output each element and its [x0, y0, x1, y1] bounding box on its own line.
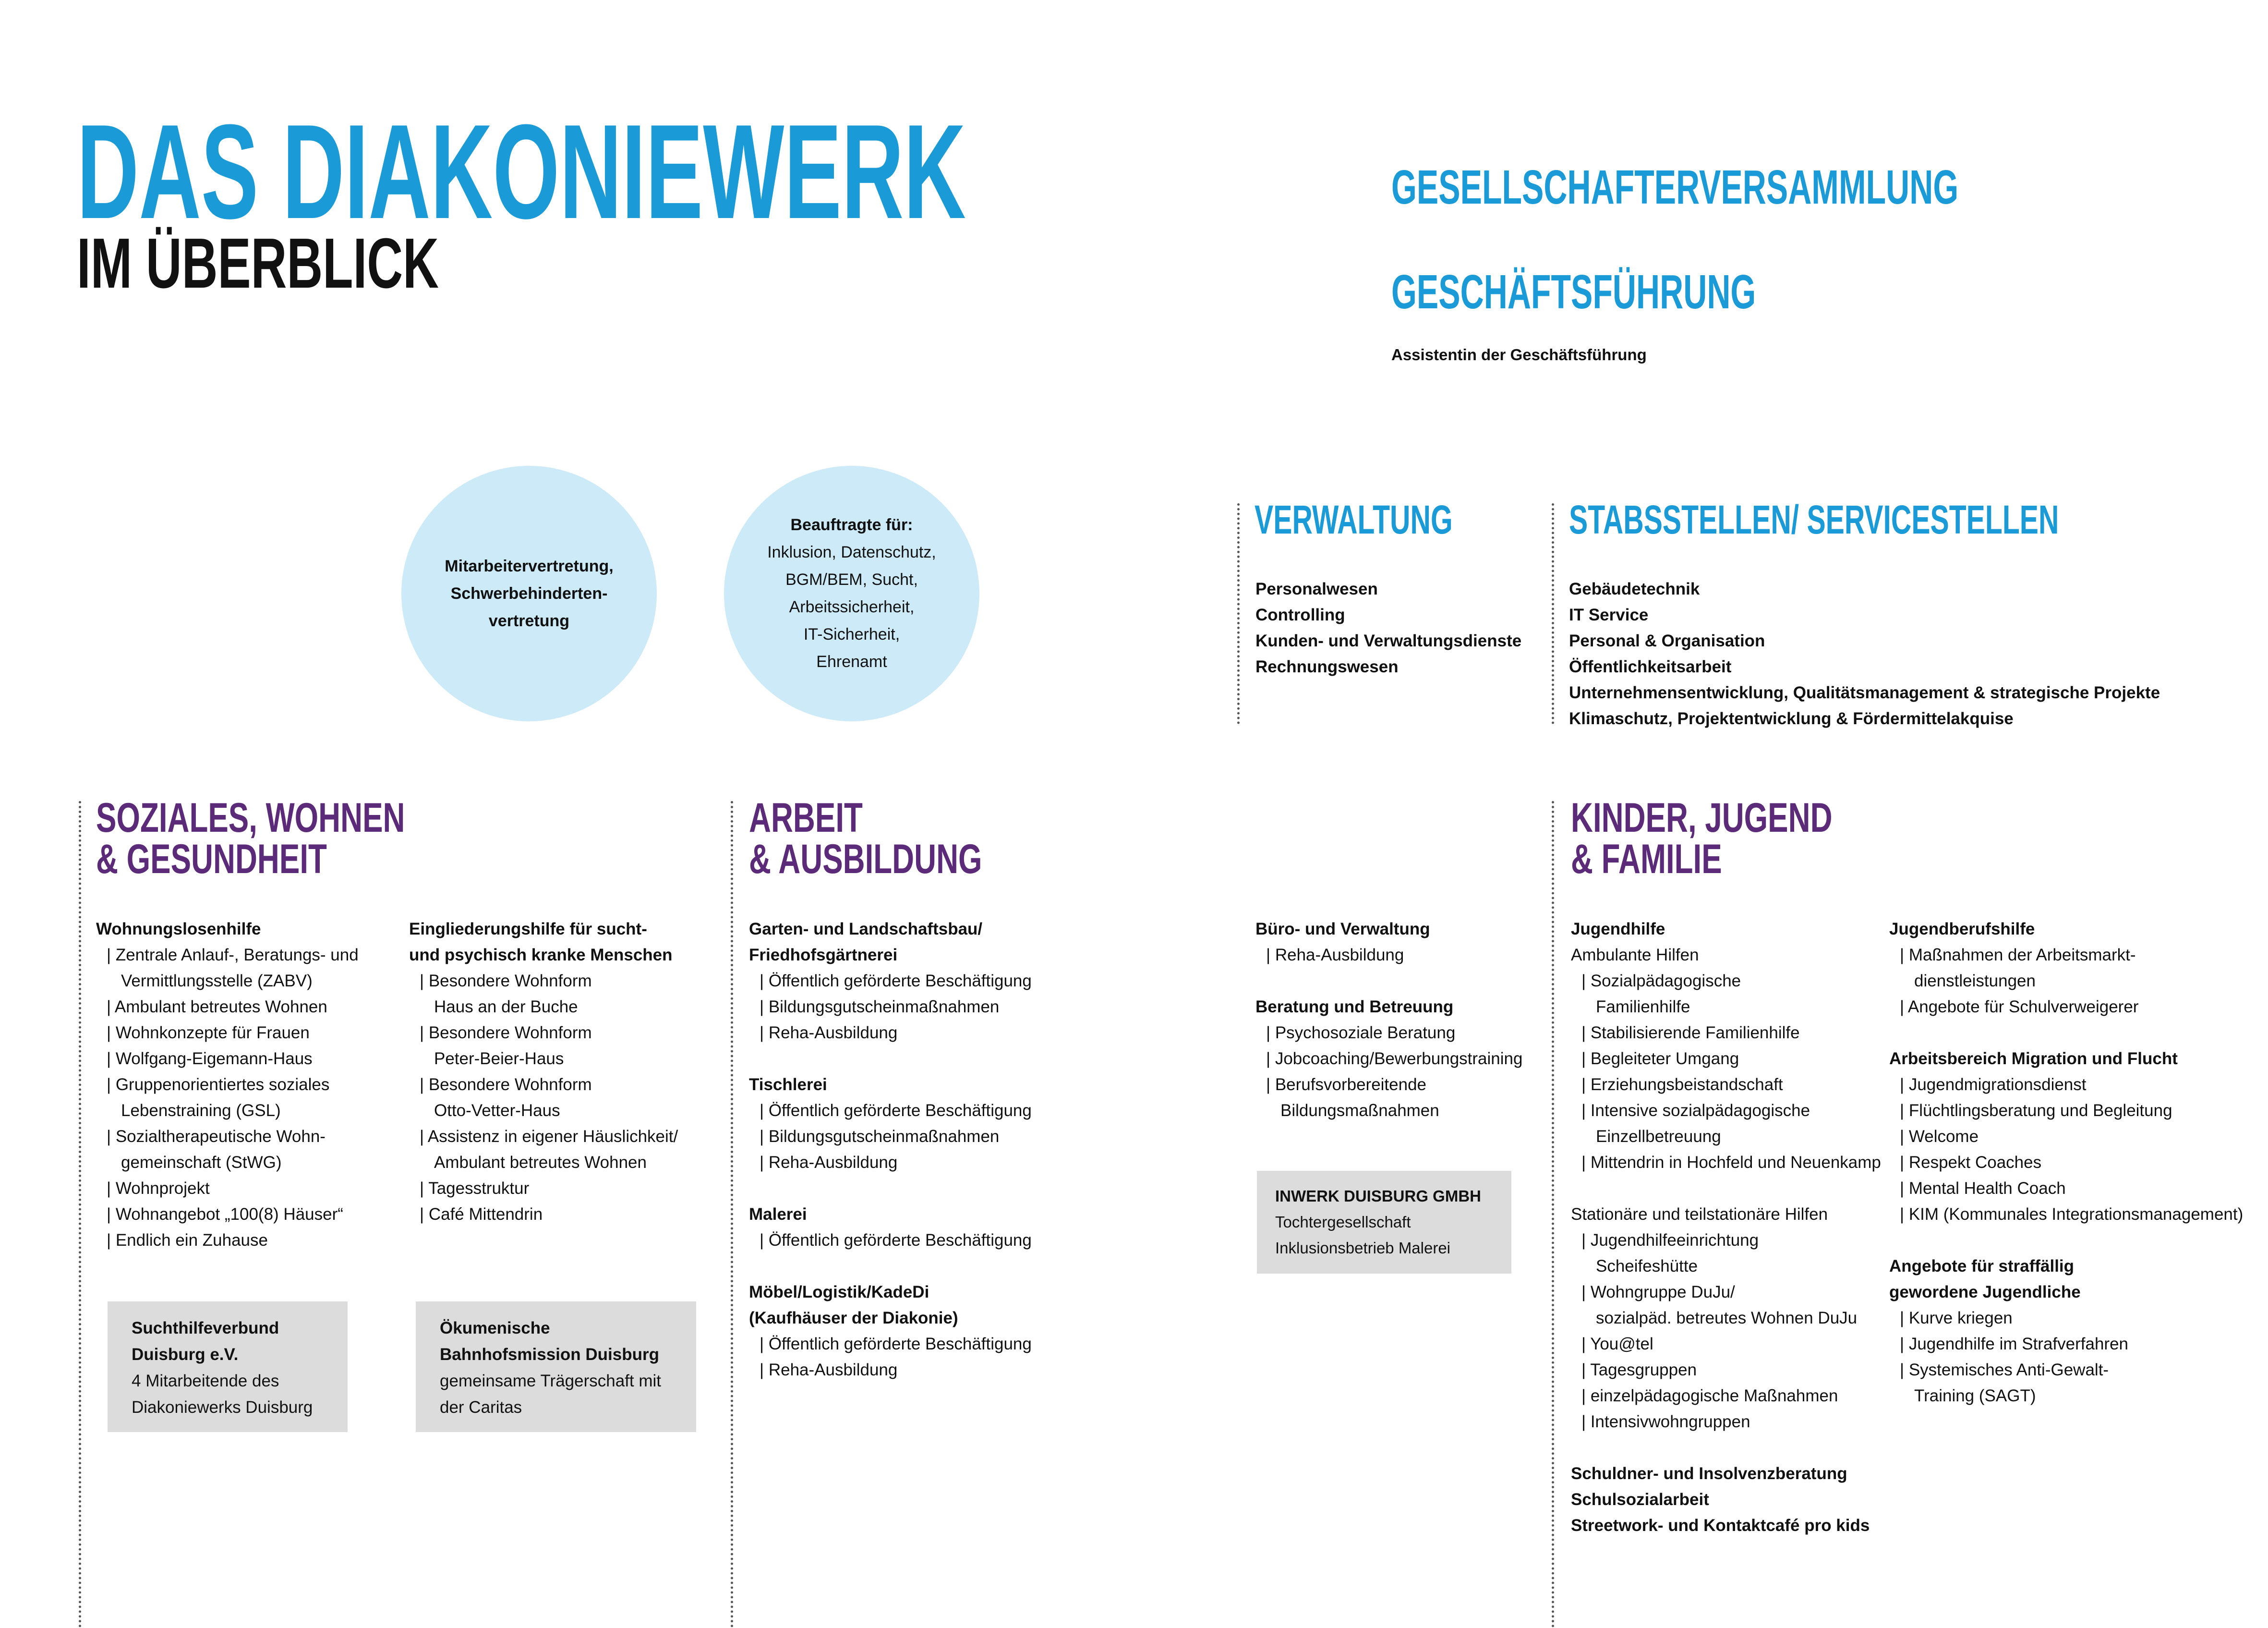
list-item: Personalwesen [1255, 580, 1378, 598]
section-heading: Arbeitsbereich Migration und Flucht [1889, 1049, 2178, 1068]
list-item: | Reha-Ausbildung [749, 1150, 1229, 1176]
list-item: | Wohnangebot „100(8) Häuser“ [96, 1202, 403, 1227]
list-item: | Assistenz in eigener Häuslichkeit/ Ambulant betreutes Wohnen [409, 1124, 707, 1176]
section-heading: Garten- und Landschaftsbau/ Friedhofsgärtnerei [749, 920, 983, 964]
list-item: | Jugendhilfe im Strafverfahren [1889, 1331, 2254, 1357]
kinder-col1 [1571, 916, 1888, 1539]
list-item: | Begleiteter Umgang [1571, 1046, 1888, 1072]
divider-verwaltung [1237, 503, 1240, 724]
box-line: Diakoniewerks Duisburg [132, 1398, 313, 1417]
list-item: | Zentrale Anlauf-, Beratungs- und Vermittlungsstelle (ZABV) [96, 942, 403, 994]
stabsstellen-heading: STABSSTELLEN/ SERVICESTELLEN [1569, 497, 2059, 542]
list-item: | Kurve kriegen [1889, 1305, 2254, 1331]
heading-line: & GESUNDHEIT [96, 836, 327, 882]
kinder-group-extras [1571, 1461, 1888, 1539]
subsection-heading: Ambulante Hilfen [1571, 946, 1699, 964]
list-item: | Tagesgruppen [1571, 1357, 1888, 1383]
section-heading: Schulsozialarbeit [1571, 1490, 1709, 1509]
box-line: Inklusionsbetrieb Malerei [1275, 1239, 1451, 1257]
list-item: | Öffentlich geförderte Beschäftigung [749, 968, 1229, 994]
kinder-group-migration [1889, 1046, 2254, 1227]
list-item: | You@tel [1571, 1331, 1888, 1357]
arbeit-group-tischlerei [749, 1072, 1229, 1176]
circle-line: vertretung [488, 611, 570, 630]
verwaltung-heading: VERWALTUNG [1255, 497, 1453, 542]
list-item: Personal & Organisation [1569, 632, 1765, 650]
section-heading: Tischlerei [749, 1075, 827, 1094]
circle-line: IT-Sicherheit, [803, 625, 900, 644]
list-item: | einzelpädagogische Maßnahmen [1571, 1383, 1888, 1409]
list-item: | Öffentlich geförderte Beschäftigung [749, 1331, 1229, 1357]
page-subtitle: IM ÜBERBLICK [77, 224, 439, 303]
box-title: Duisburg e.V. [132, 1345, 239, 1364]
list-item: | Mental Health Coach [1889, 1176, 2254, 1202]
box-title: INWERK DUISBURG GMBH [1275, 1187, 1481, 1205]
list-item: | Wohngruppe DuJu/ sozialpäd. betreutes Wohnen DuJu [1571, 1279, 1888, 1331]
section-heading: Jugendberufshilfe [1889, 920, 2035, 938]
soziales-heading [96, 797, 558, 880]
list-item: | Sozialpädagogische Familienhilfe [1571, 968, 1888, 1020]
heading-line: KINDER, JUGEND [1571, 795, 1833, 841]
list-item: | Bildungsgutscheinmaßnahmen [749, 994, 1229, 1020]
management-assistant: Assistentin der Geschäftsführung [1391, 346, 1647, 364]
section-heading: Malerei [749, 1205, 807, 1224]
box-title: Suchthilfeverbund [132, 1319, 279, 1337]
circle-line: BGM/BEM, Sucht, [785, 571, 918, 589]
kinder-group-jugendberufshilfe [1889, 916, 2254, 1020]
circle-line: Schwerbehinderten- [450, 584, 608, 603]
list-item: | Besondere Wohnform Haus an der Buche [409, 968, 707, 1020]
list-item: Klimaschutz, Projektentwicklung & Fördermittelakquise [1569, 709, 2014, 728]
list-item: | Psychosoziale Beratung [1255, 1020, 1553, 1046]
kinder-heading [1571, 797, 2033, 880]
list-item: | Tagesstruktur [409, 1176, 707, 1202]
kinder-group-stationaer [1571, 1202, 1888, 1435]
management-heading: GESCHÄFTSFÜHRUNG [1391, 265, 1756, 319]
section-heading: Angebote für straffällig gewordene Jugendliche [1889, 1257, 2081, 1301]
list-item: | Wolfgang-Eigemann-Haus [96, 1046, 403, 1072]
list-item: | Stabilisierende Familienhilfe [1571, 1020, 1888, 1046]
inwerk-box [1257, 1171, 1511, 1274]
suchthilfeverbund-box [108, 1301, 348, 1432]
list-item: | Wohnkonzepte für Frauen [96, 1020, 403, 1046]
list-item: IT Service [1569, 606, 1649, 624]
arbeit-heading [749, 797, 1211, 880]
list-item: | Café Mittendrin [409, 1202, 707, 1227]
list-item: | Erziehungsbeistandschaft [1571, 1072, 1888, 1098]
kinder-group-jugendhilfe [1571, 916, 1888, 1176]
heading-line: ARBEIT [749, 795, 863, 841]
assembly-heading: GESELLSCHAFTERVERSAMMLUNG [1391, 160, 1959, 214]
list-item: | Ambulant betreutes Wohnen [96, 994, 403, 1020]
circle-title: Beauftragte für: [790, 516, 913, 534]
heading-line: & AUSBILDUNG [749, 836, 982, 882]
section-heading: Schuldner- und Insolvenzberatung [1571, 1464, 1847, 1483]
list-item: Kunden- und Verwaltungsdienste [1255, 632, 1522, 650]
subsection-heading: Stationäre und teilstationäre Hilfen [1571, 1205, 1828, 1224]
kinder-col2 [1889, 916, 2254, 1409]
circle-line: Arbeitssicherheit, [789, 598, 915, 616]
section-heading: Wohnungslosenhilfe [96, 920, 261, 938]
arbeit-group-moebel [749, 1279, 1229, 1383]
list-item: | Mittendrin in Hochfeld und Neuenkamp [1571, 1150, 1888, 1176]
list-item: | Reha-Ausbildung [749, 1020, 1229, 1046]
list-item: Controlling [1255, 606, 1345, 624]
kinder-group-straffaellig [1889, 1253, 2254, 1409]
section-heading: Streetwork- und Kontaktcafé pro kids [1571, 1516, 1870, 1535]
divider-stabsstellen [1552, 503, 1554, 724]
list-item: | Öffentlich geförderte Beschäftigung [749, 1227, 1229, 1253]
verwaltung-list [1255, 576, 1521, 680]
bahnhofsmission-box [416, 1301, 696, 1432]
list-item: | Jugendhilfeeinrichtung Scheifeshütte [1571, 1227, 1888, 1279]
arbeit-col2 [1255, 916, 1553, 1124]
section-heading: Jugendhilfe [1571, 920, 1665, 938]
list-item: Rechnungswesen [1255, 657, 1399, 676]
circle-line: Mitarbeitervertretung, [445, 557, 614, 575]
list-item: | Jobcoaching/Bewerbungstraining [1255, 1046, 1553, 1072]
list-item: | Systemisches Anti-Gewalt- Training (SAGT) [1889, 1357, 2254, 1409]
list-item: | Respekt Coaches [1889, 1150, 2254, 1176]
box-line: 4 Mitarbeitende des [132, 1372, 279, 1390]
list-item: | Sozialtherapeutische Wohn- gemeinschaft (StWG) [96, 1124, 403, 1176]
list-item: | Intensivwohngruppen [1571, 1409, 1888, 1435]
page-title: DAS DIAKONIEWERK [77, 97, 966, 247]
list-item: | Bildungsgutscheinmaßnahmen [749, 1124, 1229, 1150]
list-item: | KIM (Kommunales Integrationsmanagement) [1889, 1202, 2254, 1227]
list-item: Öffentlichkeitsarbeit [1569, 657, 1732, 676]
arbeit-group-malerei [749, 1202, 1229, 1253]
heading-line: & FAMILIE [1571, 836, 1722, 882]
list-item: | Wohnprojekt [96, 1176, 403, 1202]
list-item: | Berufsvorbereitende Bildungsmaßnahmen [1255, 1072, 1553, 1124]
arbeit-group-beratung [1255, 994, 1553, 1124]
divider-arbeit [731, 801, 733, 1628]
circle-line: Ehrenamt [816, 653, 887, 671]
box-line: gemeinsame Trägerschaft mit [440, 1372, 662, 1390]
list-item: | Gruppenorientiertes soziales Lebenstraining (GSL) [96, 1072, 403, 1124]
list-item: | Angebote für Schulverweigerer [1889, 994, 2254, 1020]
list-item: | Besondere Wohnform Otto-Vetter-Haus [409, 1072, 707, 1124]
list-item: | Intensive sozialpädagogische Einzellbetreuung [1571, 1098, 1888, 1150]
soziales-col2 [409, 916, 707, 1227]
section-heading: Möbel/Logistik/KadeDi (Kaufhäuser der Diakonie) [749, 1283, 958, 1327]
list-item: | Flüchtlingsberatung und Begleitung [1889, 1098, 2254, 1124]
circle-commissioners [724, 466, 979, 721]
list-item: | Öffentlich geförderte Beschäftigung [749, 1098, 1229, 1124]
arbeit-group-gala [749, 916, 1229, 1046]
arbeit-col1 [749, 916, 1229, 1383]
list-item: | Maßnahmen der Arbeitsmarkt- dienstleistungen [1889, 942, 2254, 994]
stabsstellen-list [1569, 576, 2160, 732]
list-item: | Besondere Wohnform Peter-Beier-Haus [409, 1020, 707, 1072]
list-item: | Reha-Ausbildung [749, 1357, 1229, 1383]
list-item: | Jugendmigrationsdienst [1889, 1072, 2254, 1098]
circle-employee-representation [401, 466, 657, 721]
box-title: Bahnhofsmission Duisburg [440, 1345, 659, 1364]
list-item: | Endlich ein Zuhause [96, 1227, 403, 1253]
list-item: Unternehmensentwicklung, Qualitätsmanagement & strategische Projekte [1569, 683, 2160, 702]
list-item: Gebäudetechnik [1569, 580, 1700, 598]
heading-line: SOZIALES, WOHNEN [96, 795, 405, 841]
arbeit-group-buero [1255, 916, 1553, 968]
box-title: Ökumenische [440, 1319, 550, 1337]
box-line: Tochtergesellschaft [1275, 1213, 1411, 1231]
divider-soziales [79, 801, 81, 1628]
list-item: | Welcome [1889, 1124, 2254, 1150]
section-heading: Beratung und Betreuung [1255, 997, 1454, 1016]
circle-line: Inklusion, Datenschutz, [767, 543, 936, 561]
list-item: | Reha-Ausbildung [1255, 942, 1553, 968]
section-heading: Eingliederungshilfe für sucht- und psychisch kranke Menschen [409, 920, 673, 964]
section-heading: Büro- und Verwaltung [1255, 920, 1430, 938]
soziales-col1 [96, 916, 403, 1253]
box-line: der Caritas [440, 1398, 522, 1417]
